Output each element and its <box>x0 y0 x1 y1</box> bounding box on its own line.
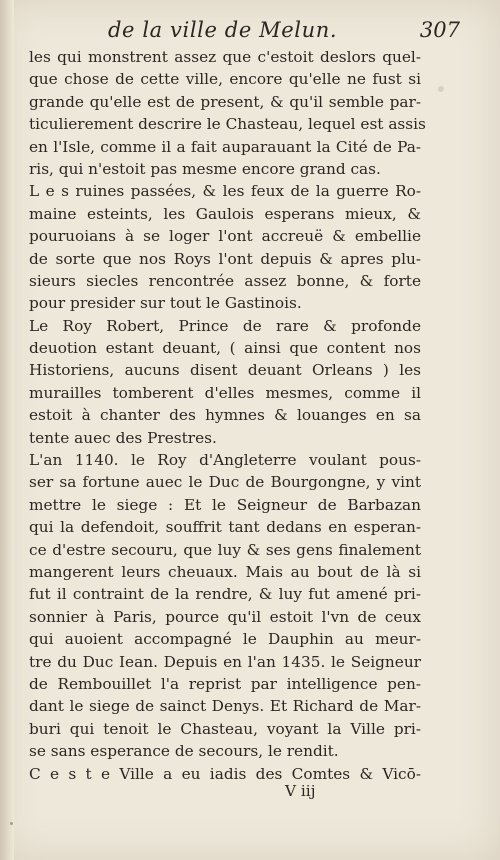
text-line: se sans esperance de secours, le rendit. <box>29 742 339 761</box>
text-line: mettre le siege : Et le Seigneur de Barbazan <box>29 495 421 514</box>
text-line: qui auoient accompagné le Dauphin au meur- <box>29 630 421 649</box>
text-line: qui la defendoit, souffrit tant dedans en esperan- <box>29 518 421 537</box>
text-line: fut il contraint de la rendre, & luy fut amené pri- <box>29 585 421 604</box>
text-line: C e s t e Ville a eu iadis des Comtes & Vicō- <box>29 764 421 783</box>
text-line: buri qui tenoit le Chasteau, voyant la Ville pri- <box>29 719 421 738</box>
text-line: les qui monstrent assez que c'estoit deslors quel- <box>29 48 421 66</box>
text-line: de Rembouillet l'a reprist par intelligence pen- <box>29 674 421 693</box>
text-line: ser sa fortune auec le Duc de Bourgongne, y vint <box>29 473 421 492</box>
body-text <box>29 46 426 785</box>
text-line: pour presider sur tout le Gastinois. <box>29 294 302 313</box>
running-title: de la ville de Melun. <box>108 18 338 42</box>
text-line: murailles tomberent d'elles mesmes, comme il <box>29 383 421 402</box>
text-line: deuotion estant deuant, ( ainsi que content nos <box>29 339 421 358</box>
text-line: pouruoians à se loger l'ont accreuë & embellie <box>29 227 421 246</box>
text-line: mangerent leurs cheuaux. Mais au bout de là si <box>29 562 421 581</box>
paper-hole <box>438 86 444 92</box>
text-line: en l'Isle, comme il a fait auparauant la Cité de Pa- <box>29 137 421 156</box>
text-line: tente auec des Prestres. <box>29 428 217 447</box>
text-line: grande qu'elle est de present, & qu'il semble par- <box>29 92 421 111</box>
page-footer <box>0 780 500 810</box>
page-gutter-shadow <box>0 0 14 860</box>
text-line: Historiens, aucuns disent deuant Orleans ) les <box>29 361 421 380</box>
text-line: sieurs siecles rencontrée assez bonne, & forte <box>29 271 421 290</box>
text-line: ris, qui n'estoit pas mesme encore grand cas. <box>29 159 381 178</box>
text-line: ce d'estre secouru, que luy & ses gens finalement <box>29 540 421 559</box>
text-line: L'an 1140. le Roy d'Angleterre voulant pous- <box>29 451 421 470</box>
text-line: L e s ruines passées, & les feux de la guerre Ro- <box>29 182 421 201</box>
text-line: estoit à chanter des hymnes & louanges en sa <box>29 406 421 425</box>
text-line: ticulierement descrire le Chasteau, lequel est assis <box>29 115 426 134</box>
text-line: dant le siege de sainct Denys. Et Richard de Mar- <box>29 697 421 716</box>
text-line: que chose de cette ville, encore qu'elle ne fust si <box>29 70 421 89</box>
text-line: sonnier à Paris, pource qu'il estoit l'vn de ceux <box>29 607 421 626</box>
page-number: 307 <box>419 18 460 42</box>
paper-speck <box>10 822 13 825</box>
text-line: maine esteints, les Gaulois esperans mieux, & <box>29 204 421 223</box>
text-line: de sorte que nos Roys l'ont depuis & apres plu- <box>29 249 421 268</box>
signature-mark: V iij <box>285 782 316 800</box>
text-line: Le Roy Robert, Prince de rare & profonde <box>29 316 421 335</box>
text-line: tre du Duc Iean. Depuis en l'an 1435. le Seigneur <box>29 652 421 671</box>
